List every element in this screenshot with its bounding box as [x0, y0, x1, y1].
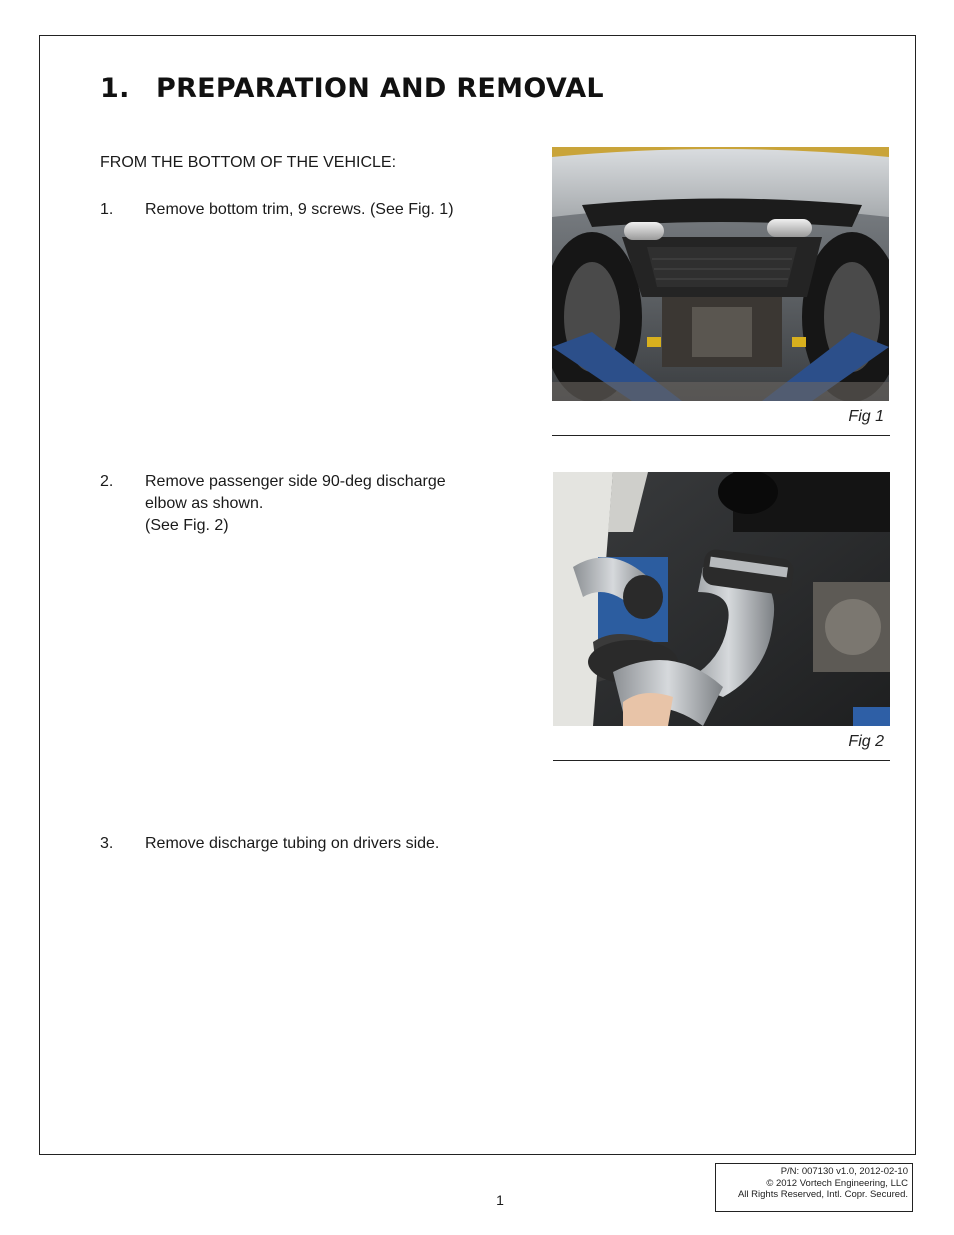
step-line: Remove bottom trim, 9 screws. (See Fig. 1)	[145, 201, 454, 218]
vehicle-underside-photo	[552, 147, 889, 401]
step-line: Remove discharge tubing on drivers side.	[145, 835, 440, 852]
figure-1	[552, 147, 890, 437]
section-heading	[100, 73, 604, 104]
step-text	[145, 471, 495, 537]
section-title: PREPARATION AND REMOVAL	[156, 73, 604, 104]
step-line: Remove passenger side 90-deg discharge	[145, 473, 446, 490]
part-number-line: P/N: 007130 v1.0, 2012-02-10	[780, 1166, 908, 1177]
step-text	[145, 833, 495, 855]
step-number: 3.	[100, 835, 114, 852]
step-3	[100, 833, 495, 855]
rights-line: All Rights Reserved, Intl. Copr. Secured.	[737, 1189, 908, 1200]
step-line: (See Fig. 2)	[145, 517, 229, 534]
step-2	[100, 471, 495, 537]
step-1	[100, 199, 495, 221]
copyright-line: © 2012 Vortech Engineering, LLC	[766, 1177, 908, 1189]
figure-2	[553, 472, 890, 762]
figure-caption: Fig 2	[848, 733, 884, 750]
step-line: elbow as shown.	[145, 495, 264, 512]
intro-text: FROM THE BOTTOM OF THE VEHICLE:	[100, 154, 397, 171]
figure-rule	[553, 760, 890, 761]
figure-rule	[552, 435, 890, 436]
page-number: 1	[496, 1192, 504, 1208]
section-number: 1.	[100, 73, 130, 104]
figure-caption: Fig 1	[848, 408, 884, 425]
step-number: 2.	[100, 473, 114, 490]
discharge-elbow-photo	[553, 472, 890, 726]
step-number: 1.	[100, 201, 114, 218]
step-text	[145, 199, 495, 221]
footer-info-box	[715, 1163, 913, 1212]
